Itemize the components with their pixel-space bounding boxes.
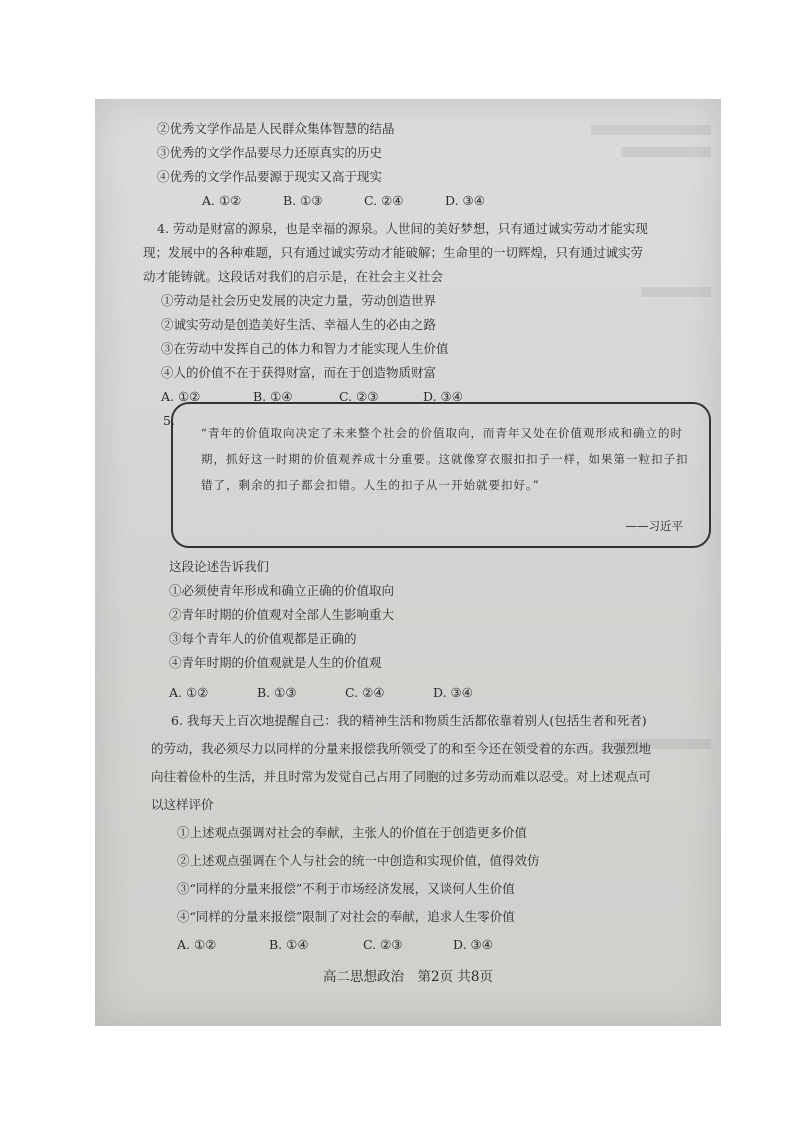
q6-answer-c: C. ②③ [363,937,403,952]
q3-answer-c: C. ②④ [364,193,404,208]
q3-answer-a: A. ①② [202,193,242,208]
q5-answer-d: D. ③④ [433,685,473,700]
q3-option-3: ③优秀的文学作品要尽力还原真实的历史 [157,145,383,160]
q4-stem-line-3: 动才能铸就。这段话对我们的启示是，在社会主义社会 [143,269,444,284]
q4-answer-a: A. ①② [161,389,201,404]
q3-option-2: ②优秀文学作品是人民群众集体智慧的结晶 [157,121,395,136]
q6-stem-line-4: 以这样评价 [151,797,214,812]
q4-option-4: ④人的价值不在于获得财富，而在于创造物质财富 [161,365,437,380]
q6-answer-row [177,937,577,953]
q4-option-2: ②诚实劳动是创造美好生活、幸福人生的必由之路 [161,317,437,332]
q6-option-4: ④“同样的分量来报偿”限制了对社会的奉献，追求人生零价值 [177,909,515,924]
page-footer: 高二思想政治 第2页 共8页 [323,969,493,985]
q5-option-4: ④青年时期的价值观就是人生的价值观 [169,655,382,670]
bleed-through-mark [591,125,711,135]
q6-option-3: ③“同样的分量来报偿”不利于市场经济发展，又谈何人生价值 [177,881,515,896]
q4-option-3: ③在劳动中发挥自己的体力和智力才能实现人生价值 [161,341,449,356]
q6-stem-line-3: 向往着俭朴的生活，并且时常为发觉自己占用了同胞的过多劳动而难以忍受。对上述观点可 [151,769,652,784]
quote-text: “青年的价值取向决定了未来整个社会的价值取向，而青年又处在价值观形成和确立的时期，抓好这一时期的价值观养成十分重要。这就像穿衣服扣扣子一样，如果第一粒扣子扣错了，剩余的扣子都会扣错。人生的扣子从一开始就要扣好。” [201,426,689,492]
q3-answer-b: B. ①③ [283,193,323,208]
q5-stem: 这段论述告诉我们 [169,559,270,574]
q3-answer-d: D. ③④ [445,193,485,208]
q6-option-2: ②上述观点强调在个人与社会的统一中创造和实现价值，值得效仿 [177,853,540,868]
q6-answer-b: B. ①④ [269,937,309,952]
quote-author: ——习近平 [625,519,683,533]
q4-answer-d: D. ③④ [423,389,463,404]
q4-stem-line-2: 现；发展中的各种难题，只有通过诚实劳动才能破解；生命里的一切辉煌，只有通过诚实劳 [143,245,644,260]
q4-stem-line-1: 4. 劳动是财富的源泉，也是幸福的源泉。人世间的美好梦想，只有通过诚实劳动才能实现 [157,221,648,236]
q4-answer-b: B. ①④ [253,389,293,404]
q5-answer-a: A. ①② [169,685,209,700]
quote-box [171,402,711,548]
bleed-through-mark [621,147,711,157]
q5-answer-c: C. ②④ [345,685,385,700]
q3-answer-row [157,193,557,209]
q5-answer-row [169,685,569,701]
q5-number: 5. [163,413,175,428]
q4-answer-c: C. ②③ [339,389,379,404]
q5-option-2: ②青年时期的价值观对全部人生影响重大 [169,607,395,622]
q4-option-1: ①劳动是社会历史发展的决定力量，劳动创造世界 [161,293,437,308]
exam-page [95,99,721,1026]
q6-option-1: ①上述观点强调对社会的奉献，主张人的价值在于创造更多价值 [177,825,528,840]
q5-option-1: ①必须使青年形成和确立正确的价值取向 [169,583,395,598]
q6-stem-line-2: 的劳动，我必须尽力以同样的分量来报偿我所领受了的和至今还在领受着的东西。我强烈地 [151,741,652,756]
q6-stem-line-1: 6. 我每天上百次地提醒自己：我的精神生活和物质生活都依靠着别人(包括生者和死者) [171,713,647,728]
q5-option-3: ③每个青年人的价值观都是正确的 [169,631,357,646]
q3-option-4: ④优秀的文学作品要源于现实又高于现实 [157,169,383,184]
q6-answer-a: A. ①② [177,937,217,952]
bleed-through-mark [641,287,711,297]
q5-answer-b: B. ①③ [257,685,297,700]
q6-answer-d: D. ③④ [453,937,493,952]
